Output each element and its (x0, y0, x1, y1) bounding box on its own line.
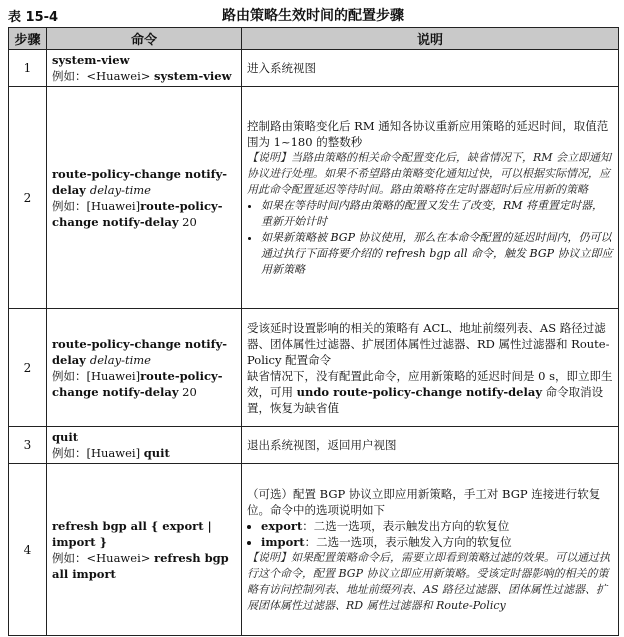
config-steps-table (8, 27, 619, 636)
list-item: • export：二选一选项，表示触发出方向的软复位 (261, 518, 613, 534)
command-cell (47, 427, 242, 464)
description-cell (242, 464, 619, 636)
header-description: 说明 (242, 28, 619, 50)
list-item: • 如果新策略被 BGP 协议使用，那么在本命令配置的延迟时间内，仍可以通过执行下面将要介绍的 refresh bgp all 命令，触发 BGP 协议立即应用新策略 (261, 230, 613, 278)
table-row (9, 427, 619, 464)
table-caption (8, 4, 618, 24)
description-cell: 退出系统视图，返回用户视图 (242, 427, 619, 464)
table-number: 表 15-4 (8, 10, 59, 25)
table-row (9, 309, 619, 427)
command-text: quit (52, 430, 79, 444)
description-text: （可选）配置 BGP 协议立即应用新策略，手工对 BGP 连接进行软复位。命令中的选项说明如下 (247, 486, 601, 517)
description-note: 【说明】当路由策略的相关命令配置变化后，缺省情况下，RM 会立即通知协议进行处理。如果不希望路由策略变化通知过快，可以根据实际情况，应用此命令配置延迟等待时间。路由策略将在定时器超时后应用新的策略 (247, 150, 612, 196)
table-title: 路由策略生效时间的配置步骤 (222, 8, 404, 24)
description-note: 【说明】如果配置策略命令后，需要立即看到策略过滤的效果。可以通过执行这个命令，配置 BGP 协议立即应用新策略。受该定时器影响的相关的策略有访问控制列表、地址前缀列表、AS 路径过滤器、团体属性过滤器、扩展团体属性过滤器、RD 属性过滤器和 Route-Policy (247, 550, 610, 612)
step-cell: 4 (9, 464, 47, 636)
description-cell: 进入系统视图 (242, 50, 619, 87)
command-text: refresh bgp all { export | import } (52, 518, 212, 549)
option-list (247, 518, 613, 550)
step-cell: 2 (9, 87, 47, 309)
description-text: 受该延时设置影响的相关的策略有 ACL、地址前缀列表、AS 路径过滤器、团体属性过滤器、扩展团体属性过滤器、RD 属性过滤器和 Route-Policy 配置命令 (247, 320, 610, 367)
list-item: • import：二选一选项，表示触发入方向的软复位 (261, 534, 613, 550)
command-text: route-policy-change notify-delay (52, 166, 228, 197)
description-text: 缺省情况下，没有配置此命令，应用新策略的延迟时间是 0 s，即立即生效，可用 undo route-policy-change notify-delay 命令取消设置，恢复为缺省值 (247, 368, 613, 415)
list-item: • 如果在等待时间内路由策略的配置又发生了改变，RM 将重置定时器，重新开始计时 (261, 198, 613, 230)
command-cell (47, 50, 242, 87)
command-text: route-policy-change notify-delay (52, 336, 228, 367)
description-text: 控制路由策略变化后 RM 通知各协议重新应用策略的延迟时间，取值范围为 1~180 的整数秒 (247, 118, 609, 149)
table-row (9, 464, 619, 636)
command-cell (47, 87, 242, 309)
table-header-row (9, 28, 619, 50)
description-cell (242, 309, 619, 427)
command-param: delay-time (89, 352, 151, 367)
step-cell: 3 (9, 427, 47, 464)
step-cell: 2 (9, 309, 47, 427)
command-example: 例如：[Huawei]route-policy-change notify-delay 20 (52, 368, 223, 399)
command-example: 例如：<Huawei> system-view (52, 69, 232, 83)
description-cell (242, 87, 619, 309)
command-cell (47, 309, 242, 427)
command-text: system-view (52, 53, 130, 67)
bullet-list (247, 198, 613, 278)
command-param: delay-time (89, 182, 151, 197)
command-cell (47, 464, 242, 636)
table-row (9, 87, 619, 309)
header-step: 步骤 (9, 28, 47, 50)
command-example: 例如：<Huawei> refresh bgp all import (52, 550, 229, 581)
table-row (9, 50, 619, 87)
command-example: 例如：[Huawei] quit (52, 446, 170, 460)
header-command: 命令 (47, 28, 242, 50)
step-cell: 1 (9, 50, 47, 87)
command-example: 例如：[Huawei]route-policy-change notify-delay 20 (52, 198, 223, 229)
